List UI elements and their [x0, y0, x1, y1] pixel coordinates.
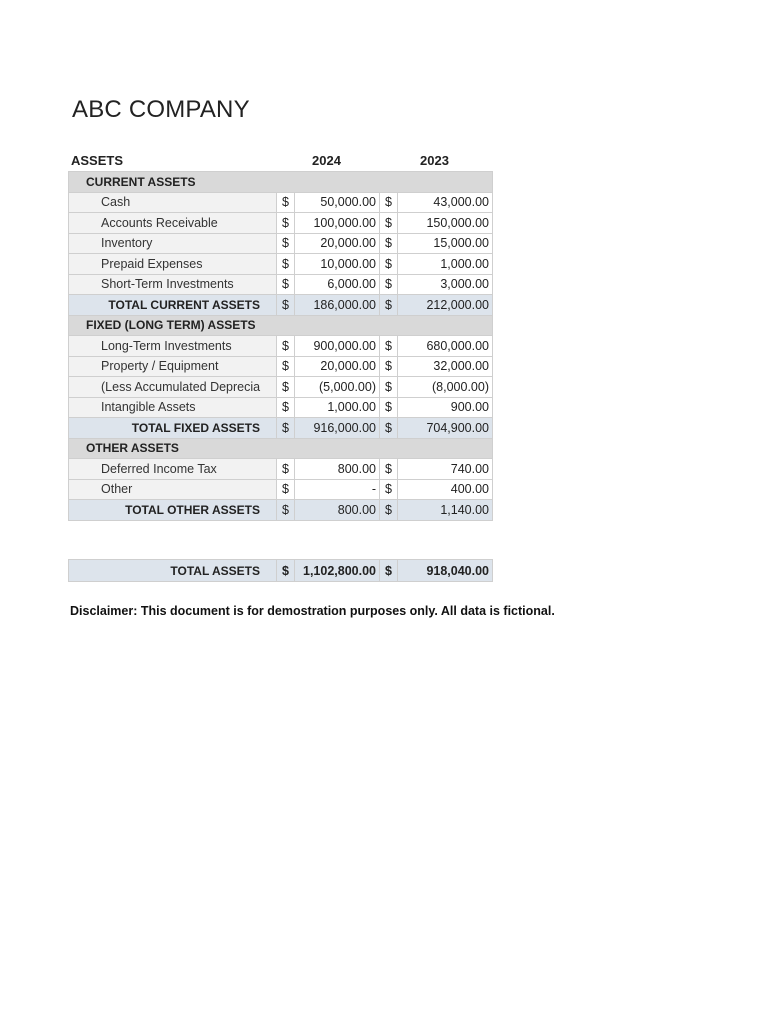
company-title: ABC COMPANY: [72, 96, 250, 123]
currency-symbol[interactable]: $: [380, 500, 398, 521]
value-2023-cell[interactable]: 212,000.00: [398, 295, 493, 316]
section-header-label[interactable]: CURRENT ASSETS: [69, 172, 493, 193]
total-assets-2023[interactable]: 918,040.00: [398, 560, 493, 582]
value-2024-cell[interactable]: 20,000.00: [295, 356, 380, 377]
assets-header-row: [70, 150, 494, 170]
line-item-label[interactable]: Cash: [69, 192, 277, 213]
currency-symbol[interactable]: $: [277, 397, 295, 418]
currency-symbol[interactable]: $: [277, 560, 295, 582]
value-2024-cell[interactable]: 800.00: [295, 459, 380, 480]
line-item-label[interactable]: (Less Accumulated Deprecia: [69, 377, 277, 398]
currency-symbol[interactable]: $: [380, 418, 398, 439]
currency-symbol[interactable]: $: [277, 213, 295, 234]
value-2023-cell[interactable]: 680,000.00: [398, 336, 493, 357]
value-2023-cell[interactable]: 400.00: [398, 479, 493, 500]
line-item-row: [69, 254, 493, 275]
value-2023-cell[interactable]: 15,000.00: [398, 233, 493, 254]
currency-symbol[interactable]: $: [380, 397, 398, 418]
currency-symbol[interactable]: $: [277, 336, 295, 357]
value-2023-cell[interactable]: 1,000.00: [398, 254, 493, 275]
currency-symbol[interactable]: $: [277, 254, 295, 275]
value-2023-cell[interactable]: 43,000.00: [398, 192, 493, 213]
value-2023-cell[interactable]: 900.00: [398, 397, 493, 418]
value-2024-cell[interactable]: (5,000.00): [295, 377, 380, 398]
line-item-label[interactable]: Inventory: [69, 233, 277, 254]
currency-symbol[interactable]: $: [380, 233, 398, 254]
value-2023-cell[interactable]: 1,140.00: [398, 500, 493, 521]
currency-symbol[interactable]: $: [277, 459, 295, 480]
currency-symbol[interactable]: $: [277, 233, 295, 254]
line-item-label[interactable]: Other: [69, 479, 277, 500]
section-header-label[interactable]: OTHER ASSETS: [69, 438, 493, 459]
year-2024-heading: 2024: [312, 153, 341, 168]
line-item-label[interactable]: Short-Term Investments: [69, 274, 277, 295]
currency-symbol[interactable]: $: [277, 500, 295, 521]
value-2024-cell[interactable]: 800.00: [295, 500, 380, 521]
line-item-label[interactable]: Long-Term Investments: [69, 336, 277, 357]
assets-heading: ASSETS: [71, 153, 124, 168]
value-2023-cell[interactable]: 32,000.00: [398, 356, 493, 377]
disclaimer-text: Disclaimer: This document is for demostration purposes only. All data is fictional.: [70, 604, 555, 618]
line-item-label[interactable]: Accounts Receivable: [69, 213, 277, 234]
value-2023-cell[interactable]: 704,900.00: [398, 418, 493, 439]
line-item-row: [69, 479, 493, 500]
line-item-row: [69, 397, 493, 418]
value-2024-cell[interactable]: 916,000.00: [295, 418, 380, 439]
line-item-row: [69, 459, 493, 480]
value-2024-cell[interactable]: 20,000.00: [295, 233, 380, 254]
value-2023-cell[interactable]: 3,000.00: [398, 274, 493, 295]
value-2023-cell[interactable]: (8,000.00): [398, 377, 493, 398]
currency-symbol[interactable]: $: [277, 295, 295, 316]
line-item-row: [69, 274, 493, 295]
currency-symbol[interactable]: $: [380, 192, 398, 213]
subtotal-label[interactable]: TOTAL CURRENT ASSETS: [69, 295, 277, 316]
currency-symbol[interactable]: $: [380, 295, 398, 316]
currency-symbol[interactable]: $: [277, 356, 295, 377]
currency-symbol[interactable]: $: [380, 377, 398, 398]
total-assets-2024[interactable]: 1,102,800.00: [295, 560, 380, 582]
value-2024-cell[interactable]: 1,000.00: [295, 397, 380, 418]
subtotal-label[interactable]: TOTAL FIXED ASSETS: [69, 418, 277, 439]
value-2023-cell[interactable]: 150,000.00: [398, 213, 493, 234]
total-assets-table: [68, 559, 493, 582]
value-2024-cell[interactable]: 100,000.00: [295, 213, 380, 234]
line-item-row: [69, 356, 493, 377]
value-2023-cell[interactable]: 740.00: [398, 459, 493, 480]
currency-symbol[interactable]: $: [277, 192, 295, 213]
currency-symbol[interactable]: $: [380, 479, 398, 500]
currency-symbol[interactable]: $: [380, 336, 398, 357]
line-item-row: [69, 192, 493, 213]
section-header-row: [69, 172, 493, 193]
line-item-label[interactable]: Property / Equipment: [69, 356, 277, 377]
subtotal-row: [69, 295, 493, 316]
currency-symbol[interactable]: $: [380, 356, 398, 377]
line-item-label[interactable]: Prepaid Expenses: [69, 254, 277, 275]
line-item-label[interactable]: Intangible Assets: [69, 397, 277, 418]
value-2024-cell[interactable]: -: [295, 479, 380, 500]
currency-symbol[interactable]: $: [380, 560, 398, 582]
currency-symbol[interactable]: $: [380, 459, 398, 480]
total-assets-label[interactable]: TOTAL ASSETS: [69, 560, 277, 582]
currency-symbol[interactable]: $: [380, 254, 398, 275]
currency-symbol[interactable]: $: [277, 479, 295, 500]
subtotal-label[interactable]: TOTAL OTHER ASSETS: [69, 500, 277, 521]
subtotal-row: [69, 418, 493, 439]
value-2024-cell[interactable]: 186,000.00: [295, 295, 380, 316]
value-2024-cell[interactable]: 10,000.00: [295, 254, 380, 275]
currency-symbol[interactable]: $: [380, 213, 398, 234]
section-header-row: [69, 438, 493, 459]
line-item-row: [69, 233, 493, 254]
value-2024-cell[interactable]: 900,000.00: [295, 336, 380, 357]
section-header-label[interactable]: FIXED (LONG TERM) ASSETS: [69, 315, 493, 336]
year-2023-heading: 2023: [420, 153, 449, 168]
value-2024-cell[interactable]: 50,000.00: [295, 192, 380, 213]
line-item-row: [69, 213, 493, 234]
line-item-row: [69, 336, 493, 357]
currency-symbol[interactable]: $: [277, 418, 295, 439]
line-item-label[interactable]: Deferred Income Tax: [69, 459, 277, 480]
currency-symbol[interactable]: $: [277, 377, 295, 398]
value-2024-cell[interactable]: 6,000.00: [295, 274, 380, 295]
subtotal-row: [69, 500, 493, 521]
currency-symbol[interactable]: $: [380, 274, 398, 295]
total-assets-row: [69, 560, 493, 582]
currency-symbol[interactable]: $: [277, 274, 295, 295]
balance-sheet-table: [68, 171, 493, 521]
line-item-row: [69, 377, 493, 398]
section-header-row: [69, 315, 493, 336]
